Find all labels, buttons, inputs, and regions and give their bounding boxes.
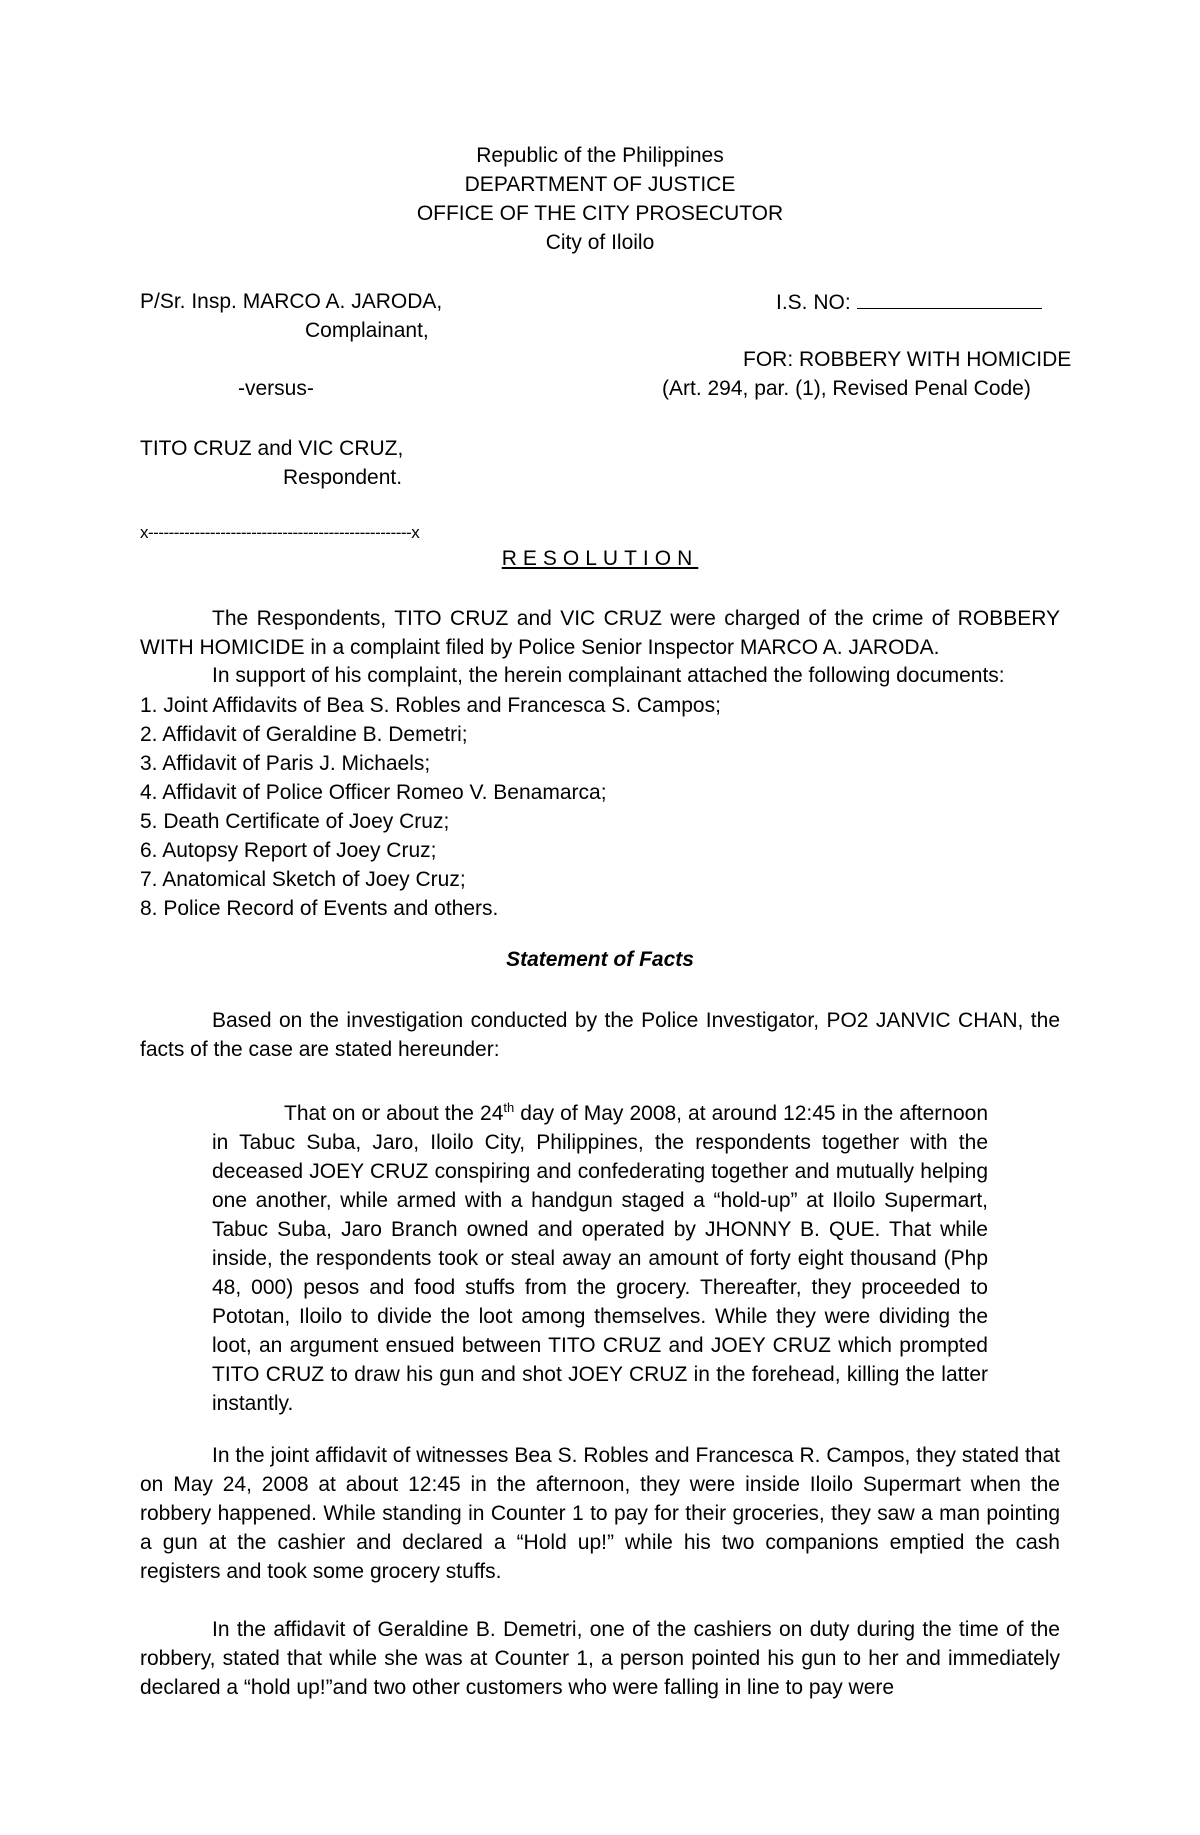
list-item: 3. Affidavit of Paris J. Michaels; [140, 752, 431, 775]
respondent-names: TITO CRUZ and VIC CRUZ, [140, 437, 404, 460]
list-item: 1. Joint Affidavits of Bea S. Robles and Francesca S. Campos; [140, 694, 721, 717]
header-republic: Republic of the Philippines [476, 144, 724, 167]
list-item: 8. Police Record of Events and others. [140, 897, 499, 920]
is-no-field [776, 288, 1042, 317]
is-no-label: I.S. NO: [776, 291, 851, 314]
header-department: DEPARTMENT OF JUSTICE [464, 173, 736, 196]
complainant-name: P/Sr. Insp. MARCO A. JARODA, [140, 290, 443, 313]
list-item: 5. Death Certificate of Joey Cruz; [140, 810, 450, 833]
complainant-role: Complainant, [305, 319, 429, 342]
respondent-role: Respondent. [283, 466, 403, 489]
is-no-blank [857, 288, 1042, 309]
versus-label: -versus- [238, 377, 314, 400]
charge-label: FOR: ROBBERY WITH HOMICIDE [743, 348, 1072, 371]
facts-heading: Statement of Facts [506, 948, 694, 971]
header-office: OFFICE OF THE CITY PROSECUTOR [416, 202, 784, 225]
intro-paragraph: The Respondents, TITO CRUZ and VIC CRUZ were charged of the crime of ROBBERY WITH HOMICIDE in a complaint filed by Police Senior Inspector MARCO A. JARODA. [140, 607, 1060, 659]
list-item: 4. Affidavit of Police Officer Romeo V. Benamarca; [140, 781, 607, 804]
joint-affidavit-paragraph: In the joint affidavit of witnesses Bea S. Robles and Francesca R. Campos, they stated that on May 24, 2008 at about 12:45 in the afternoon, they were inside Iloilo Supermart when the robbery happened. While standing in Counter 1 to pay for their groceries, they saw a man pointing a gun at the cashier and declared a “Hold up!” while his two companions emptied the cash registers and took some grocery stuffs. [140, 1444, 1060, 1583]
demetri-affidavit-paragraph: In the affidavit of Geraldine B. Demetri, one of the cashiers on duty during the time of the robbery, stated that while she was at Counter 1, a person pointed his gun to her and immediately declared a “hold up!”and two other customers who were falling in line to pay were [140, 1618, 1060, 1699]
facts-quote-paragraph: That on or about the 24th day of May 2008, at around 12:45 in the afternoon in Tabuc Suba, Jaro, Iloilo City, Philippines, the respondents together with the deceased JOEY CRUZ conspiring and confederating together and mutually helping one another, while armed with a handgun staged a “hold-up” at Iloilo Supermart, Tabuc Suba, Jaro Branch owned and operated by JHONNY B. QUE. That while inside, the respondents took or steal away an amount of forty eight thousand (Php 48, 000) pesos and food stuffs from the grocery. Thereafter, they proceeded to Pototan, Iloilo to divide the loot among themselves. While they were dividing the loot, an argument ensued between TITO CRUZ and JOEY CRUZ which prompted TITO CRUZ to draw his gun and shot JOEY CRUZ in the forehead, killing the latter instantly. [212, 1100, 989, 1415]
facts-intro-paragraph: Based on the investigation conducted by the Police Investigator, PO2 JANVIC CHAN, the facts of the case are stated hereunder: [140, 1009, 1060, 1061]
caption-divider: x---------------------------------------------------x [140, 523, 420, 542]
list-item: 7. Anatomical Sketch of Joey Cruz; [140, 868, 466, 891]
list-item: 6. Autopsy Report of Joey Cruz; [140, 839, 437, 862]
resolution-title: RESOLUTION [501, 547, 699, 570]
charge-article: (Art. 294, par. (1), Revised Penal Code) [662, 377, 1031, 400]
support-paragraph: In support of his complaint, the herein complainant attached the following documents: [212, 664, 1005, 687]
documents-list [140, 691, 721, 923]
header-city: City of Iloilo [545, 231, 655, 254]
list-item: 2. Affidavit of Geraldine B. Demetri; [140, 723, 468, 746]
